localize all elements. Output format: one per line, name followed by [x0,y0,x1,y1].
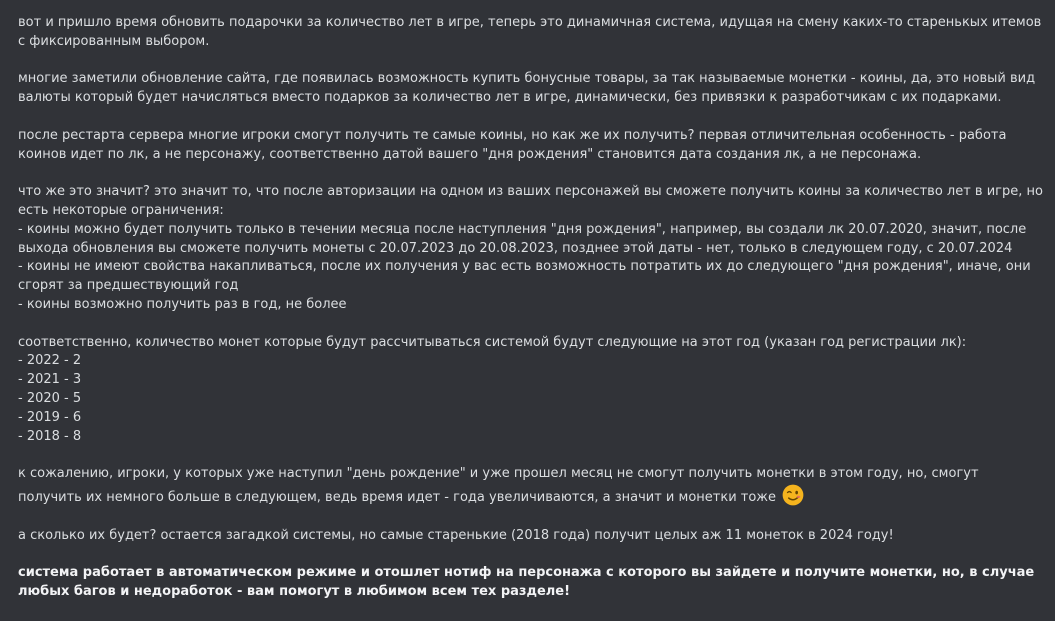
winking-face-emoji [782,484,804,506]
restriction-item: - коины можно будет получить только в течении месяца после наступления "дня рождения", например, вы создали лк 20.07.2020, значит, после выхода обновления вы сможете получить монеты с 20.07.2023 до 20.08.2023, позднее этой даты - нет, только в следующем году, с 20.07.2024 [18,221,1027,256]
restriction-item: - коины возможно получить раз в год, не более [18,296,347,312]
coin-amount-item: - 2018 - 8 [18,428,82,444]
restrictions-intro: что же это значит? это значит то, что после авторизации на одном из ваших персонажей вы сможете получить коины за количество лет в игре, но есть некоторые ограничения: [18,184,1043,218]
paragraph-how-many: а сколько их будет? остается загадкой системы, но самые старенькие (2018 года) получит целых аж 11 монеток в 2024 году! [18,527,894,543]
coin-amount-item: - 2020 - 5 [18,390,82,406]
coin-amount-item: - 2022 - 2 [18,353,82,369]
coin-amount-item: - 2021 - 3 [18,372,82,388]
paragraph-restrictions [18,183,1043,315]
chat-message-body [18,14,1043,621]
paragraph-site-update: многие заметили обновление сайта, где появилась возможность купить бонусные товары, за так называемые монетки - коины, да, это новый вид валюты который будет начисляться вместо подарков за количество лет в игре, динамически, без привязки к разработчикам с их подарками. [18,71,1036,106]
restriction-item: - коины не имеют свойства накапливаться, после их получения у вас есть возможность потратить их до следующего "дня рождения", иначе, они сгорят за предшествующий год [18,259,1031,294]
missed-birthday-text: к сожалению, игроки, у которых уже наступил "день рождение" и уже прошел месяц не смогут получить монетки в этом году, но, смогут получить их немного больше в следующем, ведь время идет - года увеличиваются, а значит и монетки тоже [18,466,979,505]
coin-amount-item: - 2019 - 6 [18,409,82,425]
paragraph-missed-birthday [18,465,1043,508]
paragraph-coin-amounts [18,334,1043,447]
paragraph-restart: после рестарта сервера многие игроки смогут получить те самые коины, но как же их получить? первая отличительная особенность - работа коинов идет по лк, а не персонажу, соответственно датой вашего "дня рождения" становится дата создания лк, а не персонажа. [18,127,1007,162]
paragraph-automatic-system: система работает в автоматическом режиме и отошлет нотиф на персонажа с которого вы зайдете и получите монетки, но, в случае любых багов и недоработок - вам помогут в любимом всем тех разделе! [18,565,1035,599]
paragraph-intro: вот и пришло время обновить подарочки за количество лет в игре, теперь это динамичная система, идущая на смену каких-то старенькых итемов с фиксированным выбором. [18,15,1042,49]
coin-amounts-intro: соответственно, количество монет которые будут рассчитываться системой будут следующие на этот год (указан год регистрации лк): [18,334,967,350]
